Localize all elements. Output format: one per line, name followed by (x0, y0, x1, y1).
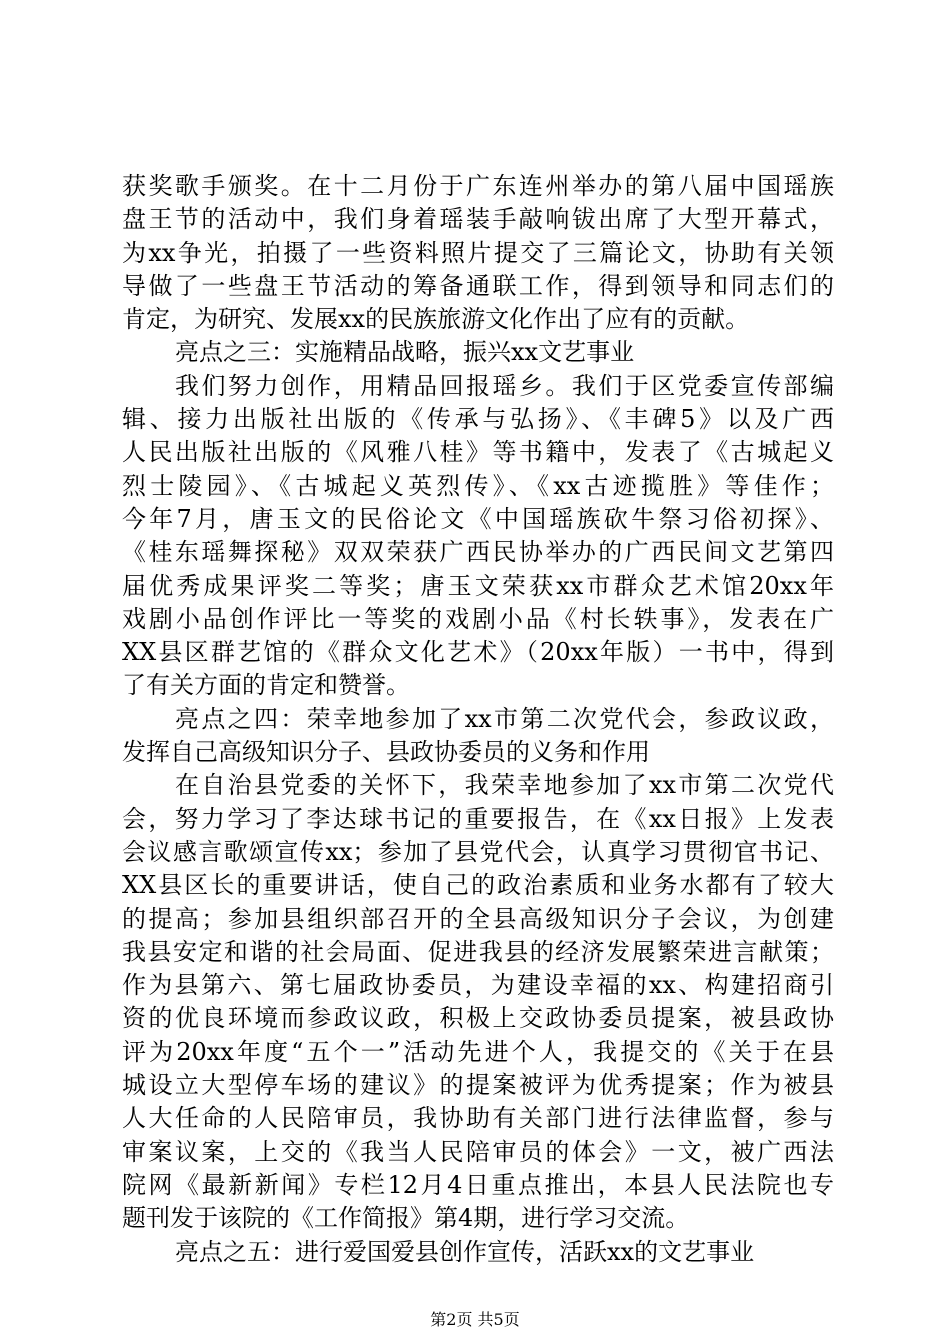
text-line: 我县安定和谐的社会局面、促进我县的经济发展繁荣进言献策； (122, 937, 834, 966)
text-line: 导做了一些盘王节活动的筹备通联工作，得到领导和同志们的 (122, 271, 834, 300)
text-line: 为xx争光，拍摄了一些资料照片提交了三篇论文，协助有关领 (122, 238, 834, 267)
section-heading-5: 亮点之五：进行爱国爱县创作宣传，活跃xx的文艺事业 (175, 1237, 755, 1266)
text-line: XX县区群艺馆的《群众文化艺术》（20xx年版）一书中，得到 (122, 638, 834, 667)
section-heading-4: 亮点之四：荣幸地参加了xx市第二次党代会，参政议政， (175, 704, 834, 733)
section-heading-3: 亮点之三：实施精品战略，振兴xx文艺事业 (175, 338, 635, 367)
text-line: 在自治县党委的关怀下，我荣幸地参加了xx市第二次党代 (175, 771, 834, 800)
text-line: 我们努力创作，用精品回报瑶乡。我们于区党委宣传部编 (175, 371, 834, 400)
body-text (122, 170, 834, 1269)
section-heading-4-cont: 发挥自己高级知识分子、县政协委员的义务和作用 (122, 738, 650, 767)
text-line: 院网《最新新闻》专栏12月4日重点推出，本县人民法院也专 (122, 1170, 834, 1199)
text-line: 城设立大型停车场的建议》的提案被评为优秀提案；作为被县 (122, 1071, 834, 1100)
text-line: 辑、接力出版社出版的《传承与弘扬》、《丰碑5》以及广西 (122, 405, 834, 434)
text-line: 《桂东瑶舞探秘》双双荣获广西民协举办的广西民间文艺第四 (122, 538, 834, 567)
text-line: 人大任命的人民陪审员，我协助有关部门进行法律监督，参与 (122, 1104, 834, 1133)
text-line: 会议感言歌颂宣传xx；参加了县党代会，认真学习贯彻官书记、 (122, 837, 834, 866)
text-line: XX县区长的重要讲话，使自己的政治素质和业务水都有了较大 (122, 871, 834, 900)
text-line: 了有关方面的肯定和赞誉。 (122, 671, 410, 700)
text-line: 的提高；参加县组织部召开的全县高级知识分子会议，为创建 (122, 904, 834, 933)
text-line: 盘王节的活动中，我们身着瑶装手敲响钹出席了大型开幕式， (122, 205, 834, 234)
text-line: 人民出版社出版的《风雅八桂》等书籍中，发表了《古城起义 (122, 438, 834, 467)
text-line: 烈士陵园》、《古城起义英烈传》、《xx古迹揽胜》等佳作； (122, 471, 834, 500)
text-line: 作为县第六、第七届政协委员，为建设幸福的xx、构建招商引 (122, 971, 834, 1000)
page-number-label: 第2页 共5页 (430, 1310, 520, 1329)
text-line: 会，努力学习了李达球书记的重要报告，在《xx日报》上发表 (122, 804, 834, 833)
text-line: 题刊发于该院的《工作简报》第4期，进行学习交流。 (122, 1204, 690, 1233)
text-line: 今年7月，唐玉文的民俗论文《中国瑶族砍牛祭习俗初探》、 (122, 504, 834, 533)
text-line: 资的优良环境而参政议政，积极上交政协委员提案，被县政协 (122, 1004, 834, 1033)
text-line: 戏剧小品创作评比一等奖的戏剧小品《村长轶事》，发表在广 (122, 604, 834, 633)
page-footer (0, 1310, 950, 1330)
text-line: 审案议案，上交的《我当人民陪审员的体会》一文，被广西法 (122, 1137, 834, 1166)
text-line: 届优秀成果评奖二等奖；唐玉文荣获xx市群众艺术馆20xx年 (122, 571, 834, 600)
text-line: 评为20xx年度“五个一”活动先进个人，我提交的《关于在县 (122, 1037, 834, 1066)
text-line: 肯定，为研究、发展xx的民族旅游文化作出了应有的贡献。 (122, 305, 750, 334)
text-line: 获奖歌手颁奖。在十二月份于广东连州举办的第八届中国瑶族 (122, 172, 834, 200)
